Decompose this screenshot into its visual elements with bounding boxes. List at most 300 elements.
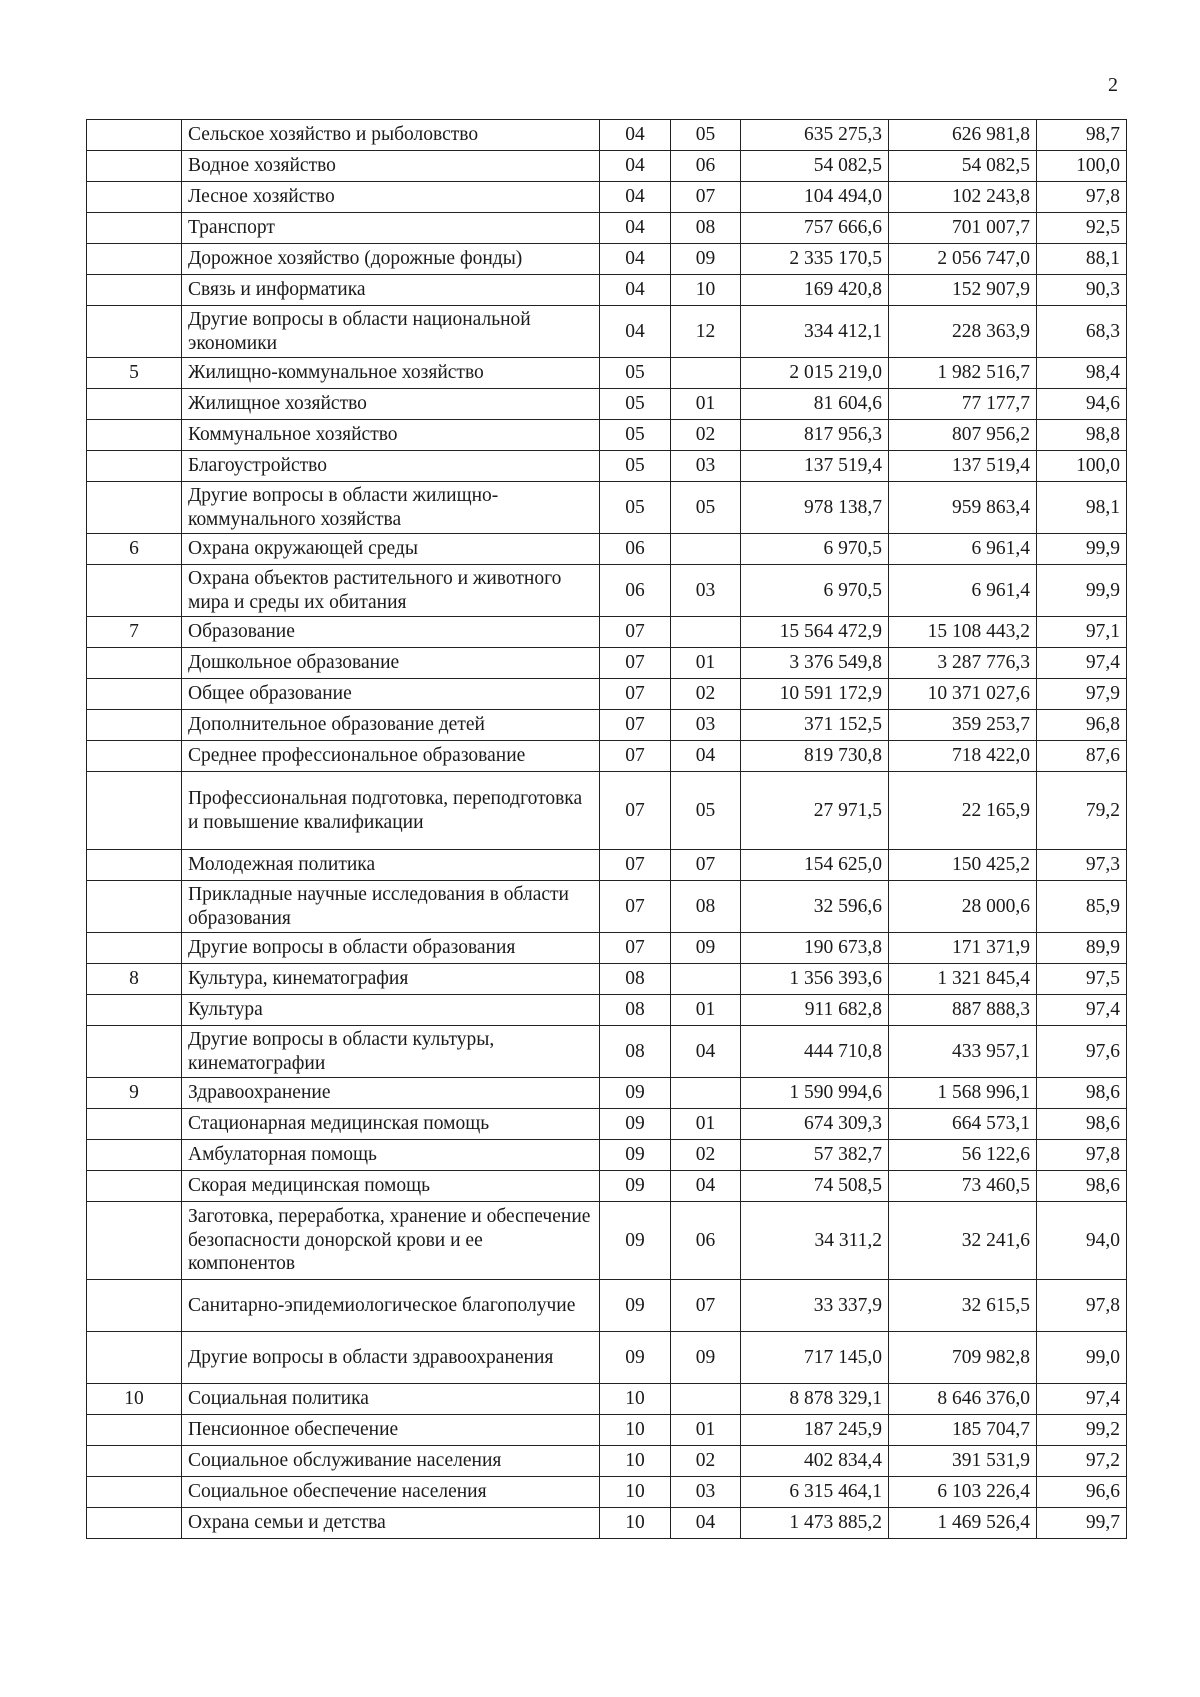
executed-amount: 152 907,9 bbox=[889, 275, 1037, 306]
execution-percent: 96,8 bbox=[1037, 710, 1127, 741]
executed-amount: 77 177,7 bbox=[889, 389, 1037, 420]
row-number bbox=[87, 1202, 182, 1280]
execution-percent: 99,9 bbox=[1037, 565, 1127, 617]
executed-amount: 1 982 516,7 bbox=[889, 358, 1037, 389]
row-number bbox=[87, 306, 182, 358]
subsection-code bbox=[671, 534, 741, 565]
row-number bbox=[87, 451, 182, 482]
subsection-code: 09 bbox=[671, 244, 741, 275]
executed-amount: 150 425,2 bbox=[889, 850, 1037, 881]
subsection-code: 10 bbox=[671, 275, 741, 306]
article-name: Лесное хозяйство bbox=[182, 182, 600, 213]
planned-amount: 6 970,5 bbox=[741, 565, 889, 617]
table-row bbox=[87, 648, 1127, 679]
execution-percent: 97,8 bbox=[1037, 182, 1127, 213]
subsection-code: 08 bbox=[671, 881, 741, 933]
execution-percent: 98,6 bbox=[1037, 1109, 1127, 1140]
row-number bbox=[87, 933, 182, 964]
table-row bbox=[87, 244, 1127, 275]
section-code: 10 bbox=[600, 1508, 671, 1539]
row-number: 7 bbox=[87, 617, 182, 648]
row-number bbox=[87, 151, 182, 182]
subsection-code: 03 bbox=[671, 451, 741, 482]
article-name: Социальное обслуживание населения bbox=[182, 1446, 600, 1477]
subsection-code: 06 bbox=[671, 151, 741, 182]
planned-amount: 154 625,0 bbox=[741, 850, 889, 881]
planned-amount: 34 311,2 bbox=[741, 1202, 889, 1280]
article-name: Охрана объектов растительного и животного мира и среды их обитания bbox=[182, 565, 600, 617]
row-number: 8 bbox=[87, 964, 182, 995]
execution-percent: 98,4 bbox=[1037, 358, 1127, 389]
executed-amount: 433 957,1 bbox=[889, 1026, 1037, 1078]
budget-table bbox=[86, 119, 1127, 1539]
planned-amount: 402 834,4 bbox=[741, 1446, 889, 1477]
table-row bbox=[87, 933, 1127, 964]
article-name: Профессиональная подготовка, переподготовка и повышение квалификации bbox=[182, 772, 600, 850]
executed-amount: 391 531,9 bbox=[889, 1446, 1037, 1477]
execution-percent: 97,1 bbox=[1037, 617, 1127, 648]
planned-amount: 371 152,5 bbox=[741, 710, 889, 741]
execution-percent: 94,0 bbox=[1037, 1202, 1127, 1280]
executed-amount: 8 646 376,0 bbox=[889, 1384, 1037, 1415]
section-code: 04 bbox=[600, 244, 671, 275]
executed-amount: 3 287 776,3 bbox=[889, 648, 1037, 679]
row-number: 5 bbox=[87, 358, 182, 389]
row-number bbox=[87, 1446, 182, 1477]
table-row bbox=[87, 995, 1127, 1026]
table-row bbox=[87, 1280, 1127, 1332]
row-number: 6 bbox=[87, 534, 182, 565]
section-code: 07 bbox=[600, 710, 671, 741]
row-number bbox=[87, 1477, 182, 1508]
planned-amount: 911 682,8 bbox=[741, 995, 889, 1026]
row-number: 9 bbox=[87, 1078, 182, 1109]
subsection-code bbox=[671, 617, 741, 648]
subsection-code bbox=[671, 1078, 741, 1109]
section-code: 08 bbox=[600, 1026, 671, 1078]
table-row bbox=[87, 741, 1127, 772]
subsection-code: 07 bbox=[671, 182, 741, 213]
execution-percent: 92,5 bbox=[1037, 213, 1127, 244]
executed-amount: 28 000,6 bbox=[889, 881, 1037, 933]
table-row bbox=[87, 306, 1127, 358]
page-number: 2 bbox=[1108, 74, 1118, 96]
execution-percent: 68,3 bbox=[1037, 306, 1127, 358]
table-row bbox=[87, 1171, 1127, 1202]
executed-amount: 171 371,9 bbox=[889, 933, 1037, 964]
section-code: 04 bbox=[600, 275, 671, 306]
section-code: 07 bbox=[600, 648, 671, 679]
row-number bbox=[87, 881, 182, 933]
table-row bbox=[87, 451, 1127, 482]
subsection-code: 04 bbox=[671, 1026, 741, 1078]
budget-table-body bbox=[87, 120, 1127, 1539]
executed-amount: 709 982,8 bbox=[889, 1332, 1037, 1384]
subsection-code: 05 bbox=[671, 482, 741, 534]
planned-amount: 3 376 549,8 bbox=[741, 648, 889, 679]
row-number bbox=[87, 1140, 182, 1171]
subsection-code bbox=[671, 1384, 741, 1415]
execution-percent: 97,5 bbox=[1037, 964, 1127, 995]
table-row bbox=[87, 1384, 1127, 1415]
table-row bbox=[87, 182, 1127, 213]
article-name: Охрана семьи и детства bbox=[182, 1508, 600, 1539]
article-name: Благоустройство bbox=[182, 451, 600, 482]
subsection-code: 02 bbox=[671, 1446, 741, 1477]
section-code: 06 bbox=[600, 565, 671, 617]
table-row bbox=[87, 1109, 1127, 1140]
executed-amount: 54 082,5 bbox=[889, 151, 1037, 182]
planned-amount: 137 519,4 bbox=[741, 451, 889, 482]
row-number bbox=[87, 1171, 182, 1202]
table-row bbox=[87, 565, 1127, 617]
execution-percent: 97,9 bbox=[1037, 679, 1127, 710]
execution-percent: 99,9 bbox=[1037, 534, 1127, 565]
table-row bbox=[87, 710, 1127, 741]
subsection-code: 01 bbox=[671, 1415, 741, 1446]
table-row bbox=[87, 420, 1127, 451]
executed-amount: 701 007,7 bbox=[889, 213, 1037, 244]
planned-amount: 190 673,8 bbox=[741, 933, 889, 964]
planned-amount: 8 878 329,1 bbox=[741, 1384, 889, 1415]
section-code: 08 bbox=[600, 995, 671, 1026]
executed-amount: 73 460,5 bbox=[889, 1171, 1037, 1202]
planned-amount: 978 138,7 bbox=[741, 482, 889, 534]
section-code: 09 bbox=[600, 1171, 671, 1202]
planned-amount: 74 508,5 bbox=[741, 1171, 889, 1202]
section-code: 09 bbox=[600, 1332, 671, 1384]
section-code: 08 bbox=[600, 964, 671, 995]
executed-amount: 137 519,4 bbox=[889, 451, 1037, 482]
execution-percent: 94,6 bbox=[1037, 389, 1127, 420]
execution-percent: 98,1 bbox=[1037, 482, 1127, 534]
section-code: 05 bbox=[600, 451, 671, 482]
execution-percent: 98,7 bbox=[1037, 120, 1127, 151]
row-number bbox=[87, 679, 182, 710]
table-row bbox=[87, 534, 1127, 565]
section-code: 04 bbox=[600, 213, 671, 244]
executed-amount: 22 165,9 bbox=[889, 772, 1037, 850]
executed-amount: 1 469 526,4 bbox=[889, 1508, 1037, 1539]
executed-amount: 887 888,3 bbox=[889, 995, 1037, 1026]
table-row bbox=[87, 1140, 1127, 1171]
section-code: 07 bbox=[600, 617, 671, 648]
table-row bbox=[87, 679, 1127, 710]
row-number bbox=[87, 1415, 182, 1446]
subsection-code: 08 bbox=[671, 213, 741, 244]
executed-amount: 228 363,9 bbox=[889, 306, 1037, 358]
execution-percent: 97,8 bbox=[1037, 1280, 1127, 1332]
article-name: Социальная политика bbox=[182, 1384, 600, 1415]
table-row bbox=[87, 1078, 1127, 1109]
table-row bbox=[87, 1446, 1127, 1477]
planned-amount: 27 971,5 bbox=[741, 772, 889, 850]
executed-amount: 6 103 226,4 bbox=[889, 1477, 1037, 1508]
subsection-code: 01 bbox=[671, 995, 741, 1026]
subsection-code: 04 bbox=[671, 1171, 741, 1202]
subsection-code: 04 bbox=[671, 1508, 741, 1539]
row-number bbox=[87, 995, 182, 1026]
planned-amount: 32 596,6 bbox=[741, 881, 889, 933]
planned-amount: 15 564 472,9 bbox=[741, 617, 889, 648]
table-row bbox=[87, 881, 1127, 933]
article-name: Другие вопросы в области здравоохранения bbox=[182, 1332, 600, 1384]
table-row bbox=[87, 120, 1127, 151]
subsection-code: 01 bbox=[671, 648, 741, 679]
row-number bbox=[87, 1280, 182, 1332]
subsection-code: 05 bbox=[671, 772, 741, 850]
row-number bbox=[87, 772, 182, 850]
section-code: 07 bbox=[600, 933, 671, 964]
article-name: Образование bbox=[182, 617, 600, 648]
table-row bbox=[87, 389, 1127, 420]
article-name: Другие вопросы в области жилищно-коммунального хозяйства bbox=[182, 482, 600, 534]
execution-percent: 89,9 bbox=[1037, 933, 1127, 964]
planned-amount: 2 335 170,5 bbox=[741, 244, 889, 275]
row-number bbox=[87, 420, 182, 451]
section-code: 05 bbox=[600, 358, 671, 389]
section-code: 07 bbox=[600, 881, 671, 933]
article-name: Санитарно-эпидемиологическое благополучие bbox=[182, 1280, 600, 1332]
article-name: Дошкольное образование bbox=[182, 648, 600, 679]
planned-amount: 1 473 885,2 bbox=[741, 1508, 889, 1539]
article-name: Другие вопросы в области образования bbox=[182, 933, 600, 964]
executed-amount: 626 981,8 bbox=[889, 120, 1037, 151]
executed-amount: 959 863,4 bbox=[889, 482, 1037, 534]
executed-amount: 56 122,6 bbox=[889, 1140, 1037, 1171]
row-number bbox=[87, 244, 182, 275]
article-name: Жилищно-коммунальное хозяйство bbox=[182, 358, 600, 389]
executed-amount: 15 108 443,2 bbox=[889, 617, 1037, 648]
subsection-code: 02 bbox=[671, 1140, 741, 1171]
row-number bbox=[87, 1332, 182, 1384]
planned-amount: 10 591 172,9 bbox=[741, 679, 889, 710]
section-code: 07 bbox=[600, 741, 671, 772]
row-number bbox=[87, 1508, 182, 1539]
executed-amount: 10 371 027,6 bbox=[889, 679, 1037, 710]
article-name: Прикладные научные исследования в области образования bbox=[182, 881, 600, 933]
article-name: Другие вопросы в области культуры, кинематографии bbox=[182, 1026, 600, 1078]
subsection-code: 06 bbox=[671, 1202, 741, 1280]
article-name: Пенсионное обеспечение bbox=[182, 1415, 600, 1446]
article-name: Культура bbox=[182, 995, 600, 1026]
article-name: Дорожное хозяйство (дорожные фонды) bbox=[182, 244, 600, 275]
execution-percent: 88,1 bbox=[1037, 244, 1127, 275]
planned-amount: 717 145,0 bbox=[741, 1332, 889, 1384]
table-row bbox=[87, 772, 1127, 850]
executed-amount: 664 573,1 bbox=[889, 1109, 1037, 1140]
section-code: 07 bbox=[600, 772, 671, 850]
executed-amount: 718 422,0 bbox=[889, 741, 1037, 772]
row-number bbox=[87, 741, 182, 772]
section-code: 05 bbox=[600, 389, 671, 420]
article-name: Молодежная политика bbox=[182, 850, 600, 881]
planned-amount: 33 337,9 bbox=[741, 1280, 889, 1332]
table-row bbox=[87, 1026, 1127, 1078]
row-number bbox=[87, 648, 182, 679]
planned-amount: 54 082,5 bbox=[741, 151, 889, 182]
subsection-code: 09 bbox=[671, 933, 741, 964]
execution-percent: 97,4 bbox=[1037, 995, 1127, 1026]
execution-percent: 97,2 bbox=[1037, 1446, 1127, 1477]
executed-amount: 2 056 747,0 bbox=[889, 244, 1037, 275]
planned-amount: 819 730,8 bbox=[741, 741, 889, 772]
row-number bbox=[87, 850, 182, 881]
planned-amount: 674 309,3 bbox=[741, 1109, 889, 1140]
article-name: Коммунальное хозяйство bbox=[182, 420, 600, 451]
planned-amount: 169 420,8 bbox=[741, 275, 889, 306]
row-number bbox=[87, 120, 182, 151]
execution-percent: 97,4 bbox=[1037, 648, 1127, 679]
section-code: 05 bbox=[600, 482, 671, 534]
planned-amount: 104 494,0 bbox=[741, 182, 889, 213]
planned-amount: 2 015 219,0 bbox=[741, 358, 889, 389]
row-number bbox=[87, 182, 182, 213]
execution-percent: 87,6 bbox=[1037, 741, 1127, 772]
section-code: 04 bbox=[600, 151, 671, 182]
execution-percent: 99,0 bbox=[1037, 1332, 1127, 1384]
executed-amount: 185 704,7 bbox=[889, 1415, 1037, 1446]
article-name: Скорая медицинская помощь bbox=[182, 1171, 600, 1202]
table-row bbox=[87, 1202, 1127, 1280]
article-name: Культура, кинематография bbox=[182, 964, 600, 995]
subsection-code: 05 bbox=[671, 120, 741, 151]
row-number bbox=[87, 710, 182, 741]
section-code: 10 bbox=[600, 1415, 671, 1446]
execution-percent: 79,2 bbox=[1037, 772, 1127, 850]
section-code: 04 bbox=[600, 182, 671, 213]
article-name: Социальное обеспечение населения bbox=[182, 1477, 600, 1508]
article-name: Стационарная медицинская помощь bbox=[182, 1109, 600, 1140]
planned-amount: 635 275,3 bbox=[741, 120, 889, 151]
subsection-code: 02 bbox=[671, 679, 741, 710]
execution-percent: 100,0 bbox=[1037, 451, 1127, 482]
subsection-code: 07 bbox=[671, 850, 741, 881]
row-number: 10 bbox=[87, 1384, 182, 1415]
planned-amount: 817 956,3 bbox=[741, 420, 889, 451]
table-row bbox=[87, 1508, 1127, 1539]
execution-percent: 97,3 bbox=[1037, 850, 1127, 881]
table-row bbox=[87, 213, 1127, 244]
execution-percent: 97,4 bbox=[1037, 1384, 1127, 1415]
execution-percent: 99,7 bbox=[1037, 1508, 1127, 1539]
row-number bbox=[87, 565, 182, 617]
execution-percent: 99,2 bbox=[1037, 1415, 1127, 1446]
executed-amount: 6 961,4 bbox=[889, 565, 1037, 617]
subsection-code: 01 bbox=[671, 389, 741, 420]
subsection-code: 01 bbox=[671, 1109, 741, 1140]
row-number bbox=[87, 1026, 182, 1078]
execution-percent: 85,9 bbox=[1037, 881, 1127, 933]
executed-amount: 807 956,2 bbox=[889, 420, 1037, 451]
article-name: Связь и информатика bbox=[182, 275, 600, 306]
planned-amount: 1 356 393,6 bbox=[741, 964, 889, 995]
section-code: 05 bbox=[600, 420, 671, 451]
planned-amount: 187 245,9 bbox=[741, 1415, 889, 1446]
row-number bbox=[87, 1109, 182, 1140]
execution-percent: 98,8 bbox=[1037, 420, 1127, 451]
table-row bbox=[87, 1477, 1127, 1508]
table-row bbox=[87, 850, 1127, 881]
article-name: Амбулаторная помощь bbox=[182, 1140, 600, 1171]
execution-percent: 100,0 bbox=[1037, 151, 1127, 182]
section-code: 07 bbox=[600, 679, 671, 710]
table-row bbox=[87, 275, 1127, 306]
section-code: 10 bbox=[600, 1477, 671, 1508]
article-name: Здравоохранение bbox=[182, 1078, 600, 1109]
row-number bbox=[87, 389, 182, 420]
section-code: 10 bbox=[600, 1446, 671, 1477]
table-row bbox=[87, 358, 1127, 389]
subsection-code: 04 bbox=[671, 741, 741, 772]
article-name: Среднее профессиональное образование bbox=[182, 741, 600, 772]
section-code: 04 bbox=[600, 120, 671, 151]
subsection-code: 12 bbox=[671, 306, 741, 358]
executed-amount: 32 615,5 bbox=[889, 1280, 1037, 1332]
subsection-code bbox=[671, 964, 741, 995]
row-number bbox=[87, 482, 182, 534]
subsection-code: 07 bbox=[671, 1280, 741, 1332]
article-name: Жилищное хозяйство bbox=[182, 389, 600, 420]
section-code: 04 bbox=[600, 306, 671, 358]
planned-amount: 81 604,6 bbox=[741, 389, 889, 420]
planned-amount: 6 970,5 bbox=[741, 534, 889, 565]
article-name: Другие вопросы в области национальной экономики bbox=[182, 306, 600, 358]
executed-amount: 102 243,8 bbox=[889, 182, 1037, 213]
planned-amount: 1 590 994,6 bbox=[741, 1078, 889, 1109]
planned-amount: 757 666,6 bbox=[741, 213, 889, 244]
subsection-code: 03 bbox=[671, 565, 741, 617]
section-code: 07 bbox=[600, 850, 671, 881]
executed-amount: 359 253,7 bbox=[889, 710, 1037, 741]
execution-percent: 97,6 bbox=[1037, 1026, 1127, 1078]
planned-amount: 334 412,1 bbox=[741, 306, 889, 358]
article-name: Сельское хозяйство и рыболовство bbox=[182, 120, 600, 151]
article-name: Транспорт bbox=[182, 213, 600, 244]
section-code: 09 bbox=[600, 1280, 671, 1332]
row-number bbox=[87, 275, 182, 306]
section-code: 10 bbox=[600, 1384, 671, 1415]
row-number bbox=[87, 213, 182, 244]
table-row bbox=[87, 151, 1127, 182]
subsection-code: 03 bbox=[671, 1477, 741, 1508]
subsection-code bbox=[671, 358, 741, 389]
execution-percent: 98,6 bbox=[1037, 1078, 1127, 1109]
executed-amount: 1 568 996,1 bbox=[889, 1078, 1037, 1109]
article-name: Общее образование bbox=[182, 679, 600, 710]
subsection-code: 02 bbox=[671, 420, 741, 451]
section-code: 06 bbox=[600, 534, 671, 565]
section-code: 09 bbox=[600, 1140, 671, 1171]
section-code: 09 bbox=[600, 1202, 671, 1280]
table-row bbox=[87, 964, 1127, 995]
execution-percent: 90,3 bbox=[1037, 275, 1127, 306]
table-row bbox=[87, 482, 1127, 534]
article-name: Заготовка, переработка, хранение и обеспечение безопасности донорской крови и ее компонентов bbox=[182, 1202, 600, 1280]
table-row bbox=[87, 1415, 1127, 1446]
executed-amount: 1 321 845,4 bbox=[889, 964, 1037, 995]
subsection-code: 03 bbox=[671, 710, 741, 741]
executed-amount: 6 961,4 bbox=[889, 534, 1037, 565]
section-code: 09 bbox=[600, 1109, 671, 1140]
subsection-code: 09 bbox=[671, 1332, 741, 1384]
section-code: 09 bbox=[600, 1078, 671, 1109]
executed-amount: 32 241,6 bbox=[889, 1202, 1037, 1280]
table-row bbox=[87, 1332, 1127, 1384]
planned-amount: 444 710,8 bbox=[741, 1026, 889, 1078]
article-name: Охрана окружающей среды bbox=[182, 534, 600, 565]
execution-percent: 96,6 bbox=[1037, 1477, 1127, 1508]
